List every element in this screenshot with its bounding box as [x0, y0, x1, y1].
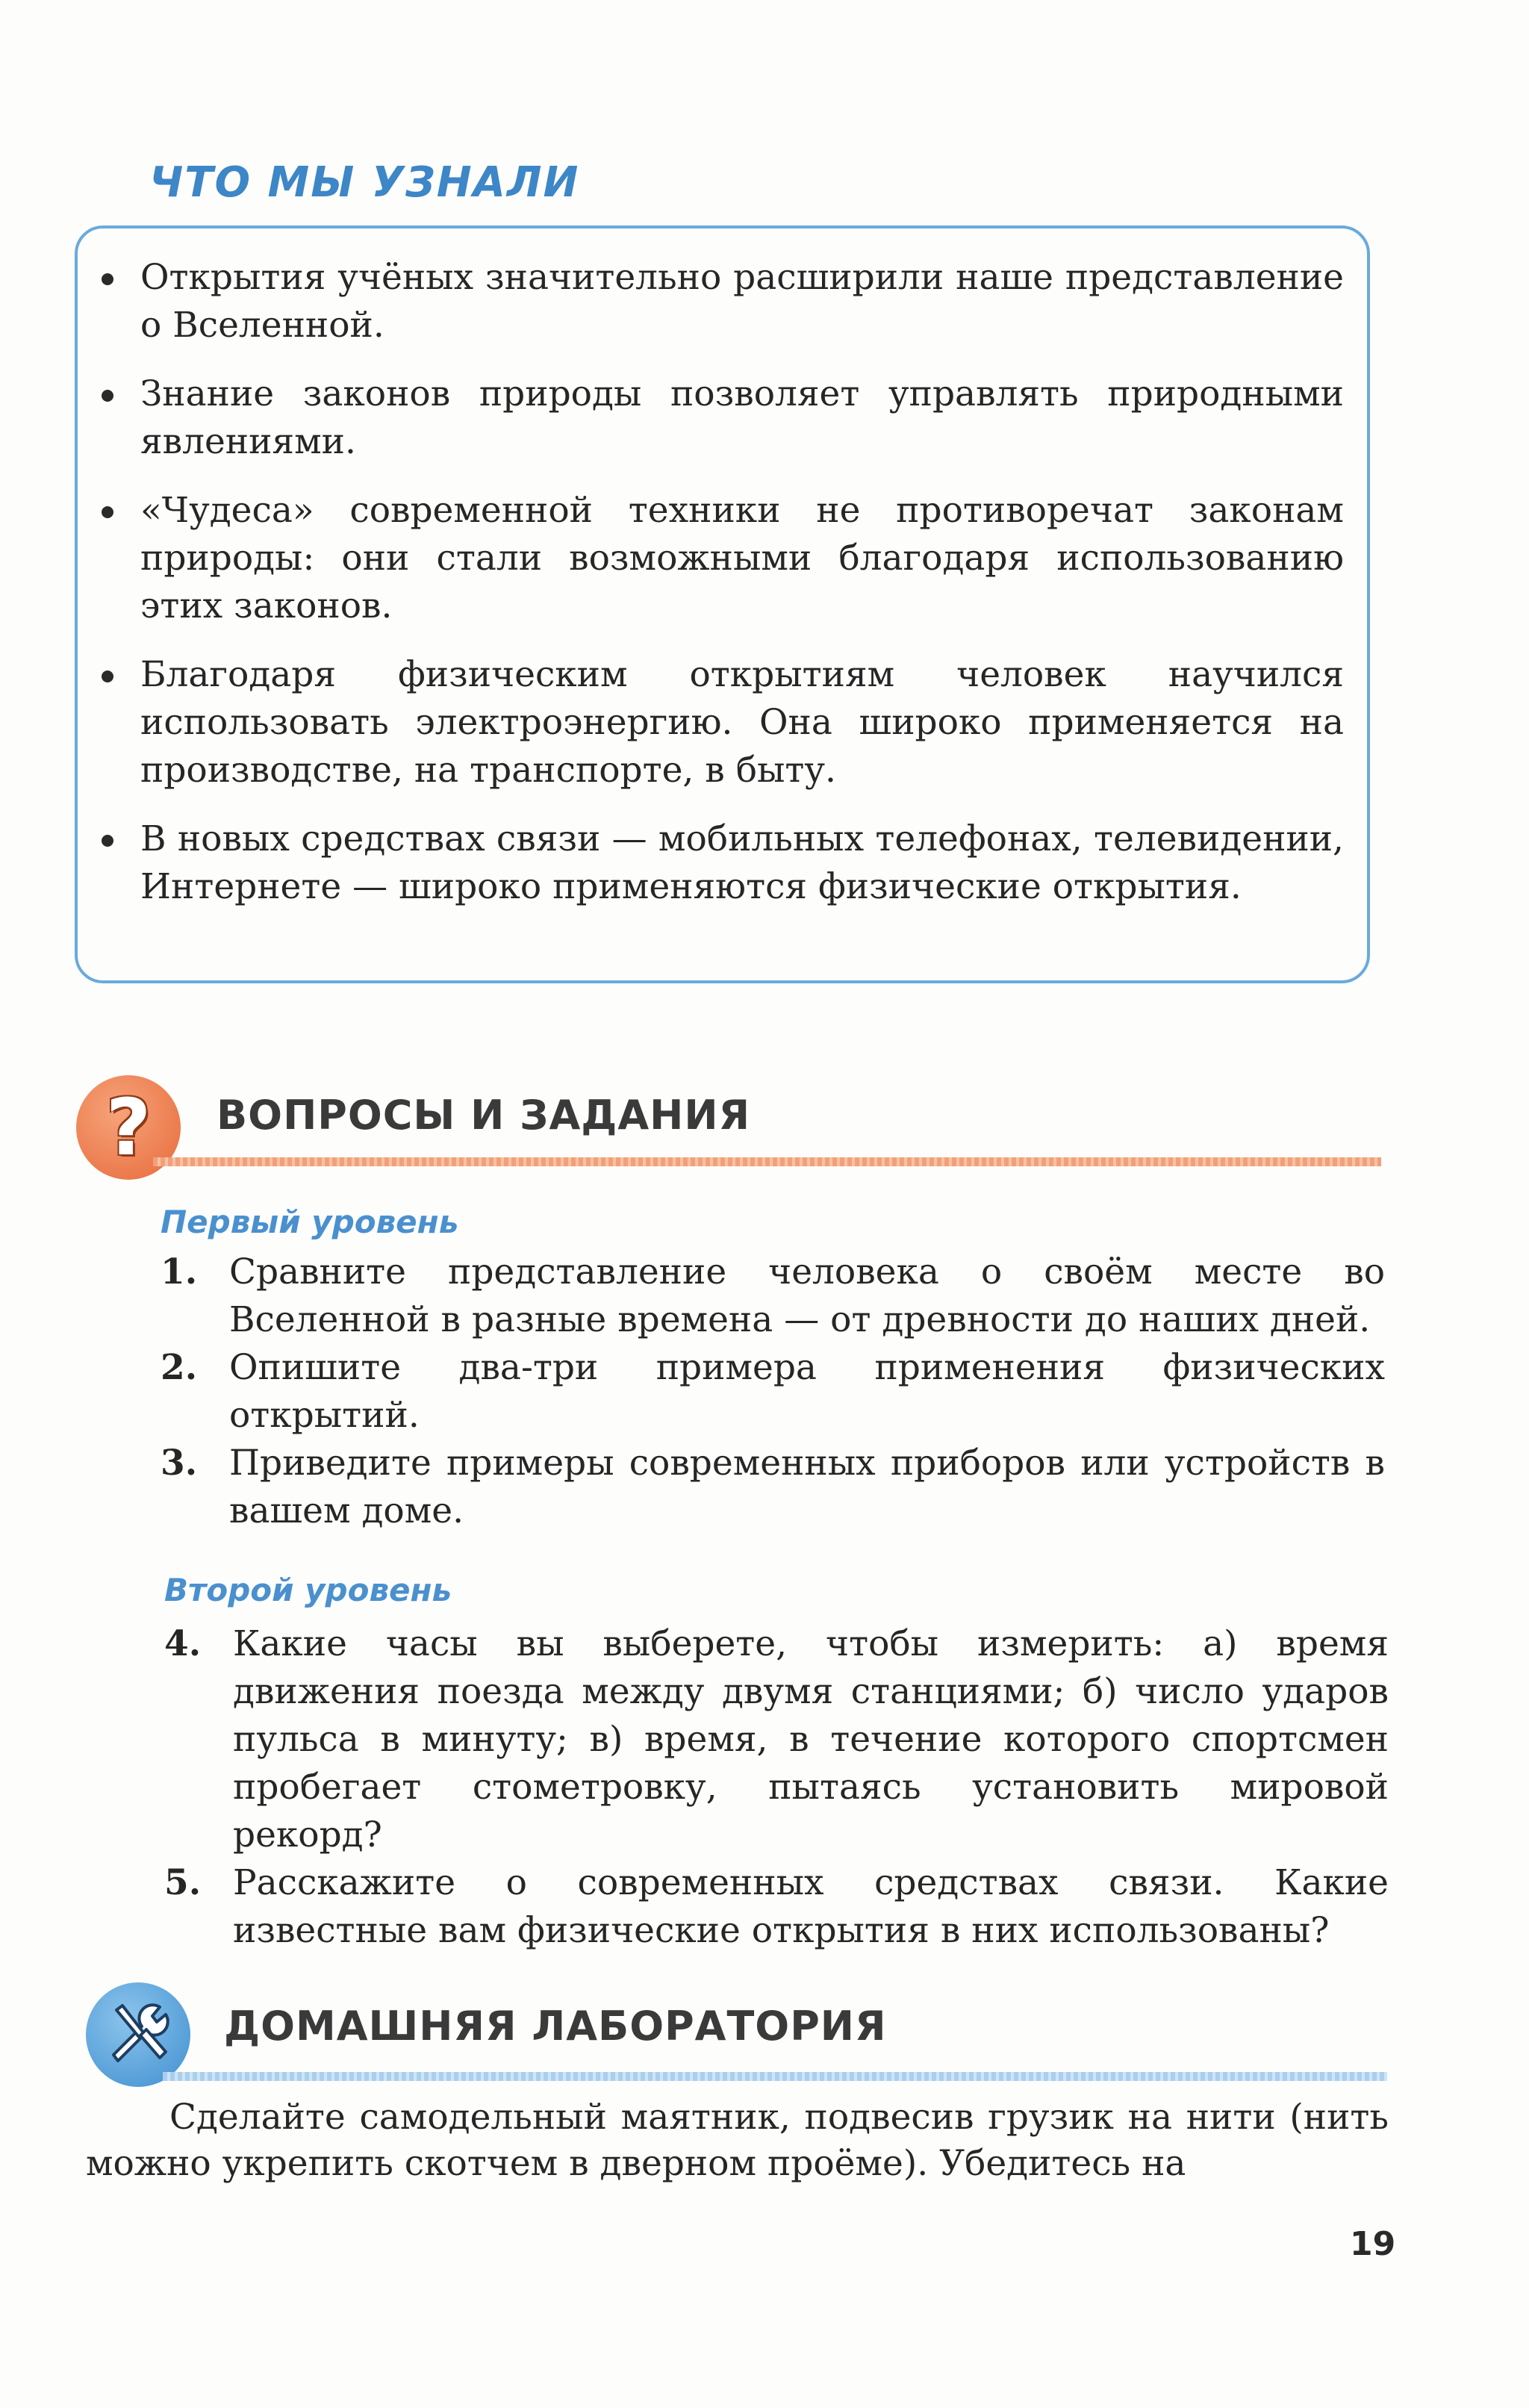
task-item	[164, 1620, 1389, 1859]
task-number: 4.	[164, 1623, 202, 1664]
task-text: Приведите примеры современных приборов или устройств в вашем доме.	[229, 1443, 1385, 1531]
learned-title: ЧТО МЫ УЗНАЛИ	[149, 158, 580, 207]
learned-list	[90, 254, 1344, 932]
questions-title: ВОПРОСЫ И ЗАДАНИЯ	[217, 1092, 751, 1139]
task-text: Сравните представление человека о своём месте во Вселенной в разные времена — от древности до наших дней.	[229, 1251, 1385, 1340]
learned-item-text: Открытия учёных значительно расширили наше представление о Вселенной.	[140, 257, 1344, 346]
task-item	[164, 1859, 1389, 1955]
task-text: Опишите два-три примера применения физических открытий.	[229, 1347, 1385, 1436]
level-2-heading: Второй уровень	[164, 1572, 452, 1608]
level-2-tasks	[164, 1620, 1389, 1955]
task-text: Какие часы вы выберете, чтобы измерить: а) время движения поезда между двумя станциями; б) число ударов пульса в минуту; в) время, в течение которого спортсмен пробегает стометровку, пытаясь установить мировой рекорд?	[233, 1623, 1389, 1855]
bullet-icon	[102, 506, 113, 518]
learned-item	[90, 370, 1344, 466]
bullet-icon	[102, 273, 113, 285]
learned-item-text: В новых средствах связи — мобильных телефонах, телевидении, Интернете — широко применяются физические открытия.	[140, 818, 1344, 907]
lab-text: Сделайте самодельный маятник, подвесив грузик на нити (нить можно укрепить скотчем в дверном проёме). Убедитесь на	[86, 2097, 1389, 2184]
learned-item	[90, 651, 1344, 794]
questions-divider	[153, 1157, 1381, 1166]
task-item	[161, 1248, 1385, 1344]
task-text: Расскажите о современных средствах связи. Какие известные вам физические открытия в них использованы?	[233, 1862, 1389, 1951]
task-number: 3.	[161, 1443, 198, 1484]
tools-icon	[86, 1982, 190, 2087]
bullet-icon	[102, 390, 113, 402]
lab-title: ДОМАШНЯЯ ЛАБОРАТОРИЯ	[224, 2003, 887, 2050]
learned-item	[90, 815, 1344, 911]
learned-item-text: «Чудеса» современной техники не противоречат законам природы: они стали возможными благодаря использованию этих законов.	[140, 490, 1344, 626]
page-number: 19	[1350, 2225, 1396, 2263]
lab-divider	[163, 2072, 1387, 2081]
bullet-icon	[102, 671, 113, 682]
learned-item	[90, 487, 1344, 630]
task-item	[161, 1344, 1385, 1440]
task-number: 2.	[161, 1347, 198, 1388]
learned-item-text: Благодаря физическим открытиям человек научился использовать электроэнергию. Она широко применяется на производстве, на транспорте, в быту.	[140, 654, 1344, 791]
task-number: 5.	[164, 1862, 202, 1903]
level-1-tasks	[161, 1248, 1385, 1535]
learned-item	[90, 254, 1344, 349]
question-mark-icon: ?	[76, 1075, 181, 1180]
learned-item-text: Знание законов природы позволяет управлять природными явлениями.	[140, 373, 1344, 462]
level-1-heading: Первый уровень	[161, 1204, 459, 1240]
task-item	[161, 1440, 1385, 1535]
task-number: 1.	[161, 1251, 198, 1292]
bullet-icon	[102, 835, 113, 847]
